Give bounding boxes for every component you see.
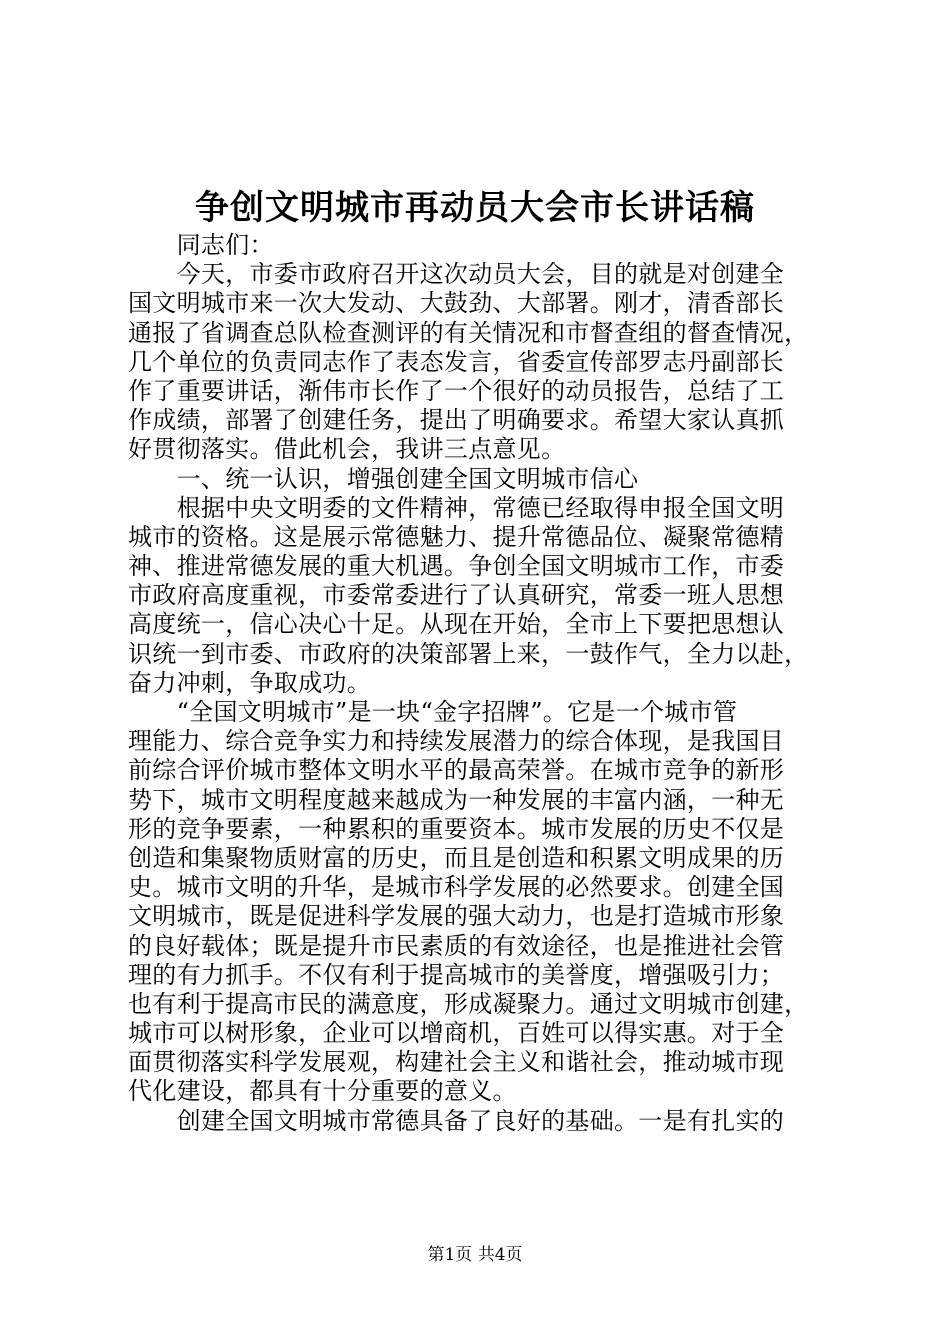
text-line: 今天，市委市政府召开这次动员大会，目的就是对创建全 bbox=[128, 260, 785, 289]
document-title: 争创文明城市再动员大会市长讲话稿 bbox=[195, 188, 755, 228]
text-line: 前综合评价城市整体文明水平的最高荣誉。在城市竞争的新形 bbox=[128, 756, 785, 785]
text-line: 通报了省调查总队检查测评的有关情况和市督查组的督查情况， bbox=[128, 318, 809, 347]
text-line: 作成绩，部署了创建任务，提出了明确要求。希望大家认真抓 bbox=[128, 406, 785, 435]
text-line: 城市的资格。这是展示常德魅力、提升常德品位、凝聚常德精 bbox=[128, 522, 785, 551]
text-line: 形的竞争要素，一种累积的重要资本。城市发展的历史不仅是 bbox=[128, 814, 785, 843]
text-line: 神、推进常德发展的重大机遇。争创全国文明城市工作，市委 bbox=[128, 552, 785, 581]
text-line: 几个单位的负责同志作了表态发言，省委宣传部罗志丹副部长 bbox=[128, 347, 785, 376]
text-line: 城市可以树形象，企业可以增商机，百姓可以得实惠。对于全 bbox=[128, 1019, 785, 1048]
text-line: 好贯彻落实。借此机会，我讲三点意见。 bbox=[128, 435, 566, 464]
text-line: 市政府高度重视，市委常委进行了认真研究，常委一班人思想 bbox=[128, 581, 785, 610]
text-line: 文明城市，既是促进科学发展的强大动力，也是打造城市形象 bbox=[128, 902, 785, 931]
text-line: 高度统一，信心决心十足。从现在开始，全市上下要把思想认 bbox=[128, 610, 785, 639]
text-line: 创造和集聚物质财富的历史，而且是创造和积累文明成果的历 bbox=[128, 843, 785, 872]
text-line: 势下，城市文明程度越来越成为一种发展的丰富内涵，一种无 bbox=[128, 785, 785, 814]
text-line: 根据中央文明委的文件精神，常德已经取得申报全国文明 bbox=[128, 493, 785, 522]
page-number-footer: 第1页 共4页 bbox=[427, 1245, 523, 1265]
text-line: “全国文明城市”是一块“金字招牌”。它是一个城市管 bbox=[128, 698, 738, 726]
document-body bbox=[128, 231, 833, 1136]
text-line: 创建全国文明城市常德具备了良好的基础。一是有扎实的 bbox=[128, 1106, 785, 1135]
text-line: 史。城市文明的升华，是城市科学发展的必然要求。创建全国 bbox=[128, 873, 785, 902]
text-line: 也有利于提高市民的满意度，形成凝聚力。通过文明城市创建， bbox=[128, 989, 809, 1018]
text-line: 识统一到市委、市政府的决策部署上来，一鼓作气，全力以赴， bbox=[128, 639, 809, 668]
text-line: 同志们： bbox=[128, 231, 274, 259]
text-line: 理能力、综合竞争实力和持续发展潜力的综合体现，是我国目 bbox=[128, 727, 785, 756]
text-line: 的良好载体；既是提升市民素质的有效途径，也是推进社会管 bbox=[128, 931, 785, 960]
section-heading: 一、统一认识，增强创建全国文明城市信心 bbox=[128, 464, 639, 493]
text-line: 理的有力抓手。不仅有利于提高城市的美誉度，增强吸引力； bbox=[128, 960, 785, 989]
text-line: 面贯彻落实科学发展观，构建社会主义和谐社会，推动城市现 bbox=[128, 1048, 785, 1077]
text-line: 作了重要讲话，渐伟市长作了一个很好的动员报告，总结了工 bbox=[128, 376, 785, 405]
text-line: 国文明城市来一次大发动、大鼓劲、大部署。刚才，清香部长 bbox=[128, 289, 785, 318]
text-line: 代化建设，都具有十分重要的意义。 bbox=[128, 1077, 517, 1106]
text-line: 奋力冲刺，争取成功。 bbox=[128, 668, 371, 697]
